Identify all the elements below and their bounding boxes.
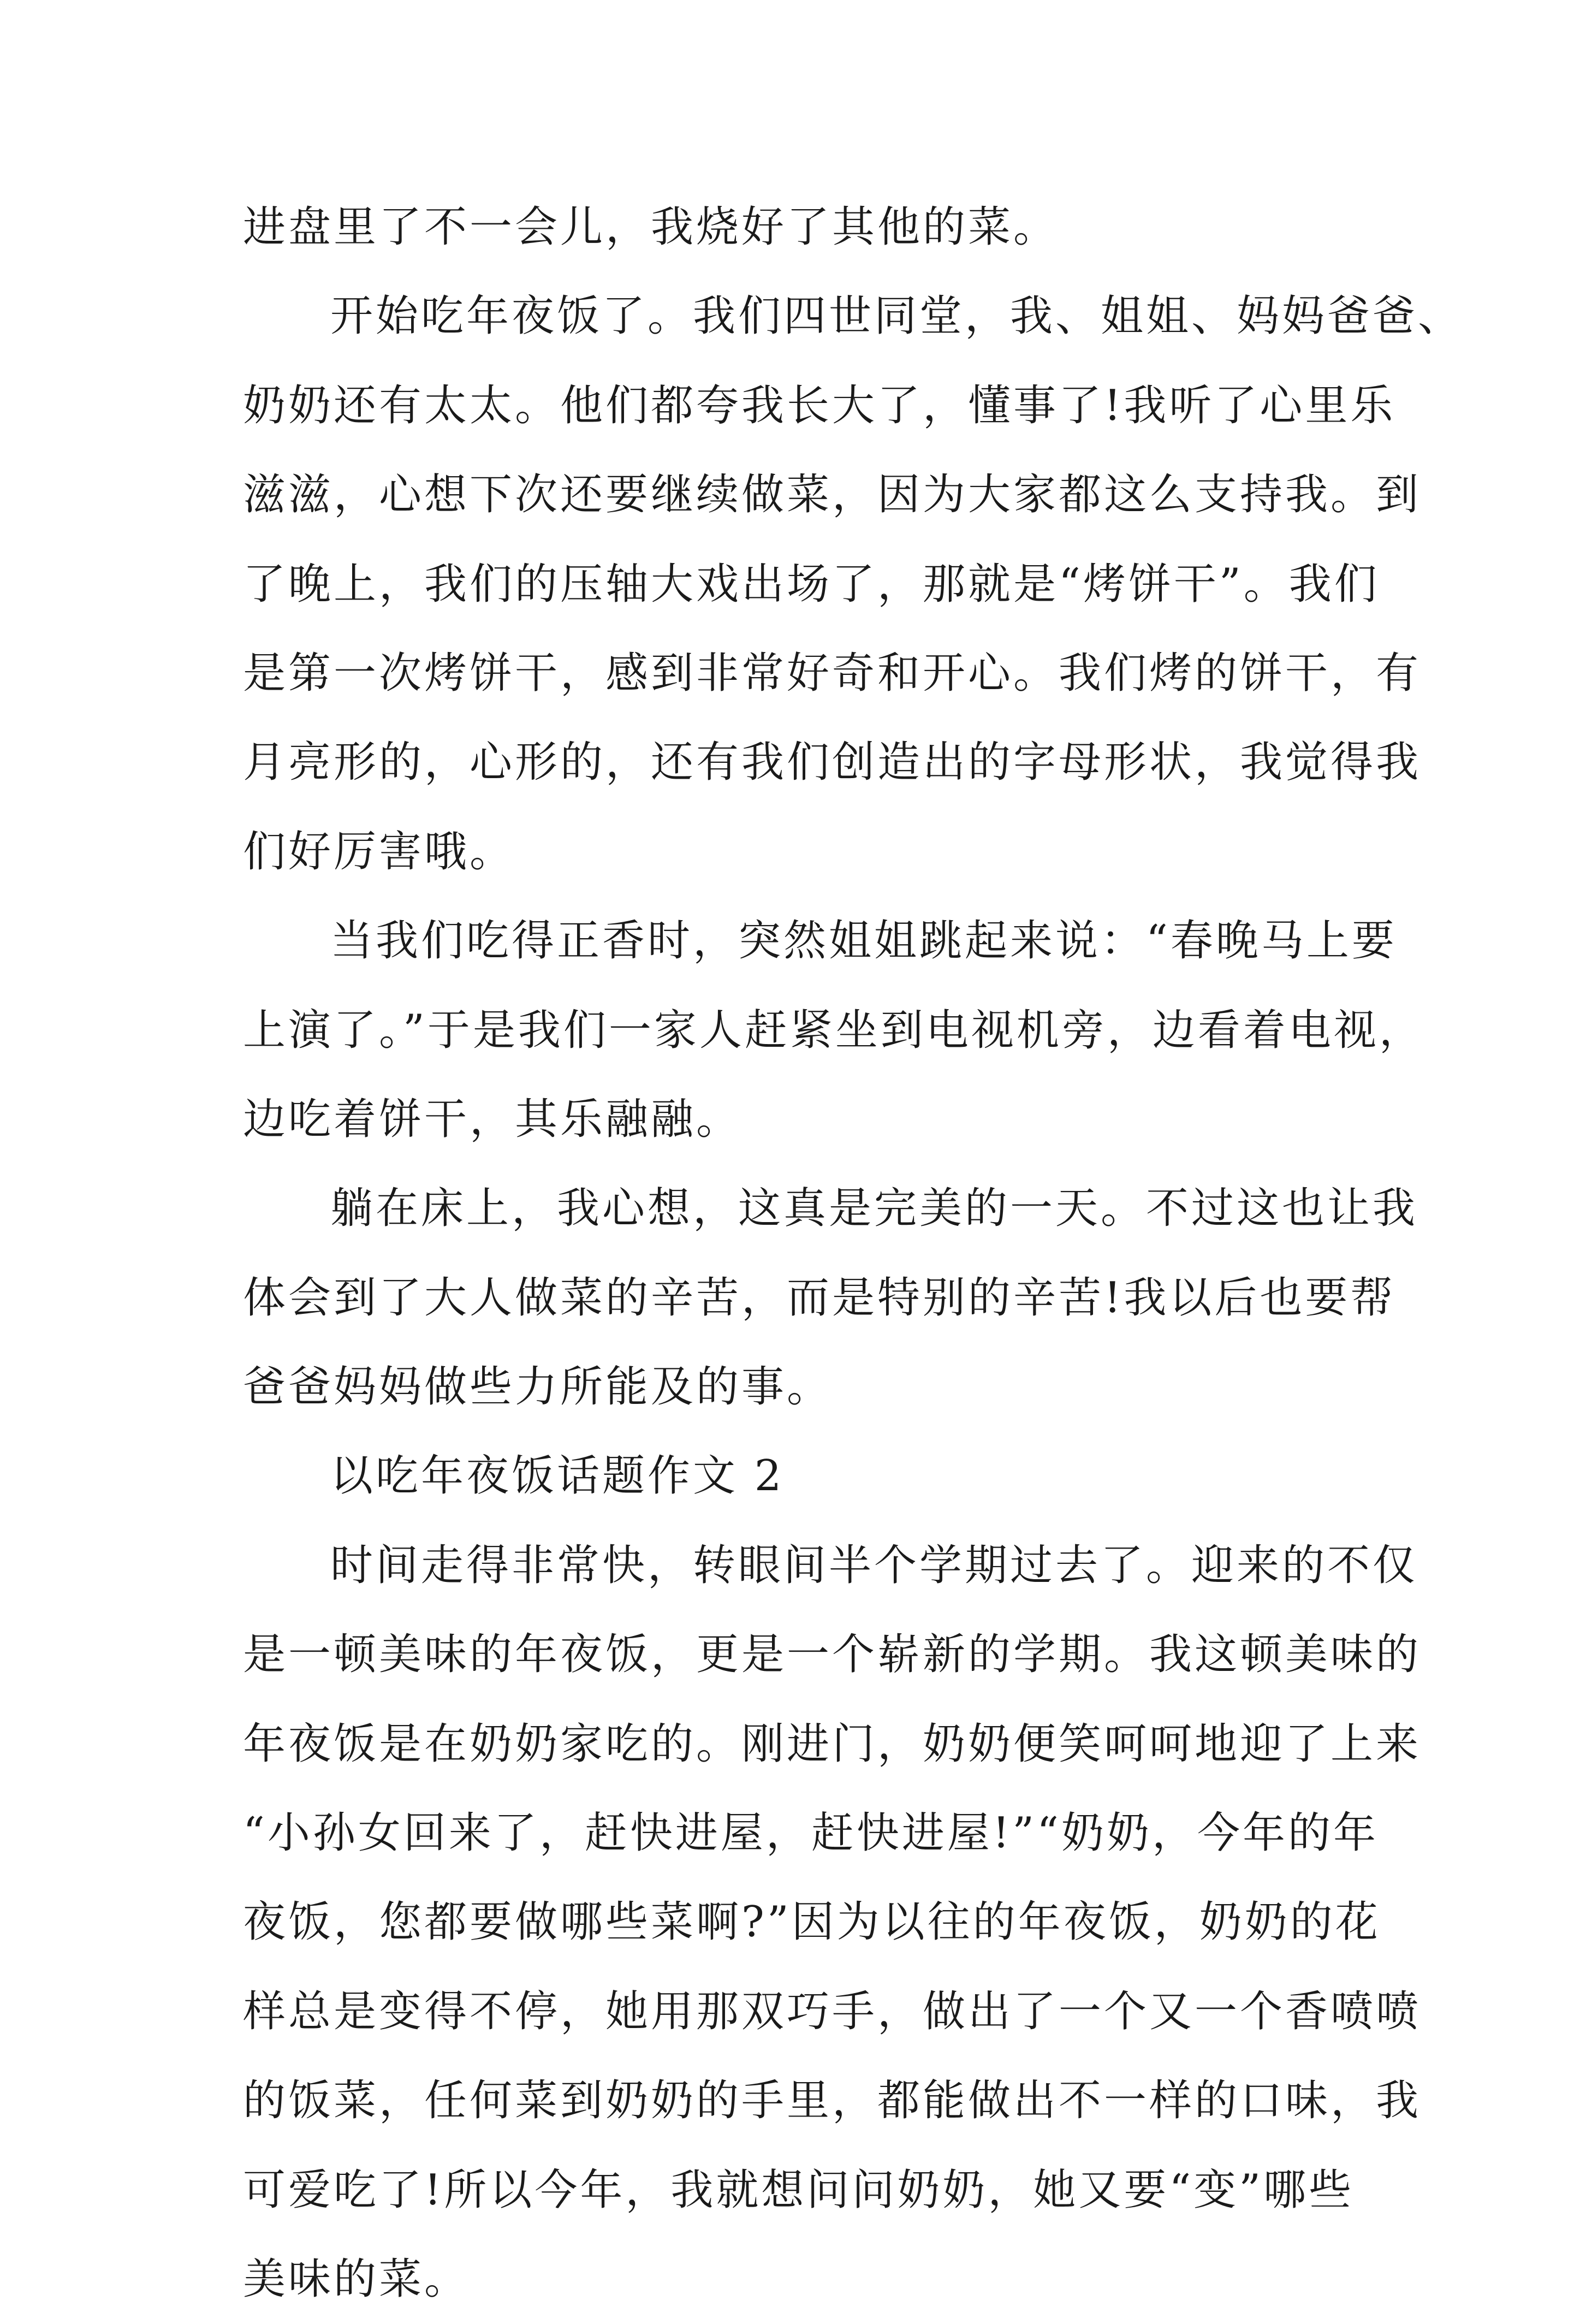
section-heading: 以吃年夜饭话题作文 2 [330, 1451, 785, 1501]
text-line: 了晚上，我们的压轴大戏出场了，那就是“烤饼干”。我们 [243, 559, 1380, 609]
text-line: 美味的菜。 [243, 2254, 470, 2304]
essay-body [243, 183, 1464, 2324]
text-line: 样总是变得不停，她用那双巧手，做出了一个又一个香喷喷 [243, 1987, 1422, 2036]
text-line: 进盘里了不一会儿，我烧好了其他的菜。 [243, 203, 1059, 252]
text-line: 们好厉害哦。 [243, 827, 515, 876]
text-line: 的饭菜，任何菜到奶奶的手里，都能做出不一样的口味，我 [243, 2076, 1422, 2126]
text-line: 月亮形的，心形的，还有我们创造出的字母形状，我觉得我 [243, 738, 1422, 787]
text-line: 滋滋，心想下次还要继续做菜，因为大家都这么支持我。到 [243, 470, 1422, 520]
text-line: 开始吃年夜饭了。我们四世同堂，我、姐姐、妈妈爸爸、 [330, 292, 1464, 341]
text-line: 当我们吃得正香时，突然姐姐跳起来说：“春晚马上要 [330, 916, 1397, 966]
text-line: 夜饭，您都要做哪些菜啊?”因为以往的年夜饭，奶奶的花 [243, 1898, 1381, 1947]
text-line: “小孙女回来了，赶快进屋，赶快进屋!”“奶奶，今年的年 [243, 1809, 1379, 1858]
text-line: 体会到了大人做菜的辛苦，而是特别的辛苦!我以后也要帮 [243, 1273, 1396, 1323]
text-line: 边吃着饼干，其乐融融。 [243, 1094, 742, 1144]
text-line: 可爱吃了!所以今年，我就想问问奶奶，她又要“变”哪些 [243, 2165, 1355, 2215]
text-line: 躺在床上，我心想，这真是完美的一天。不过这也让我 [330, 1184, 1418, 1234]
text-line: 上演了。”于是我们一家人赶紧坐到电视机旁，边看着电视， [243, 1005, 1424, 1055]
text-line: 是一顿美味的年夜饭，更是一个崭新的学期。我这顿美味的 [243, 1630, 1422, 1680]
text-line: 奶奶还有太太。他们都夸我长大了，懂事了!我听了心里乐 [243, 381, 1396, 430]
text-line: 爸爸妈妈做些力所能及的事。 [243, 1362, 833, 1412]
text-line: 年夜饭是在奶奶家吃的。刚进门，奶奶便笑呵呵地迎了上来 [243, 1719, 1422, 1769]
text-line: 时间走得非常快，转眼间半个学期过去了。迎来的不仅 [330, 1540, 1418, 1590]
text-line: 是第一次烤饼干，感到非常好奇和开心。我们烤的饼干，有 [243, 648, 1422, 698]
